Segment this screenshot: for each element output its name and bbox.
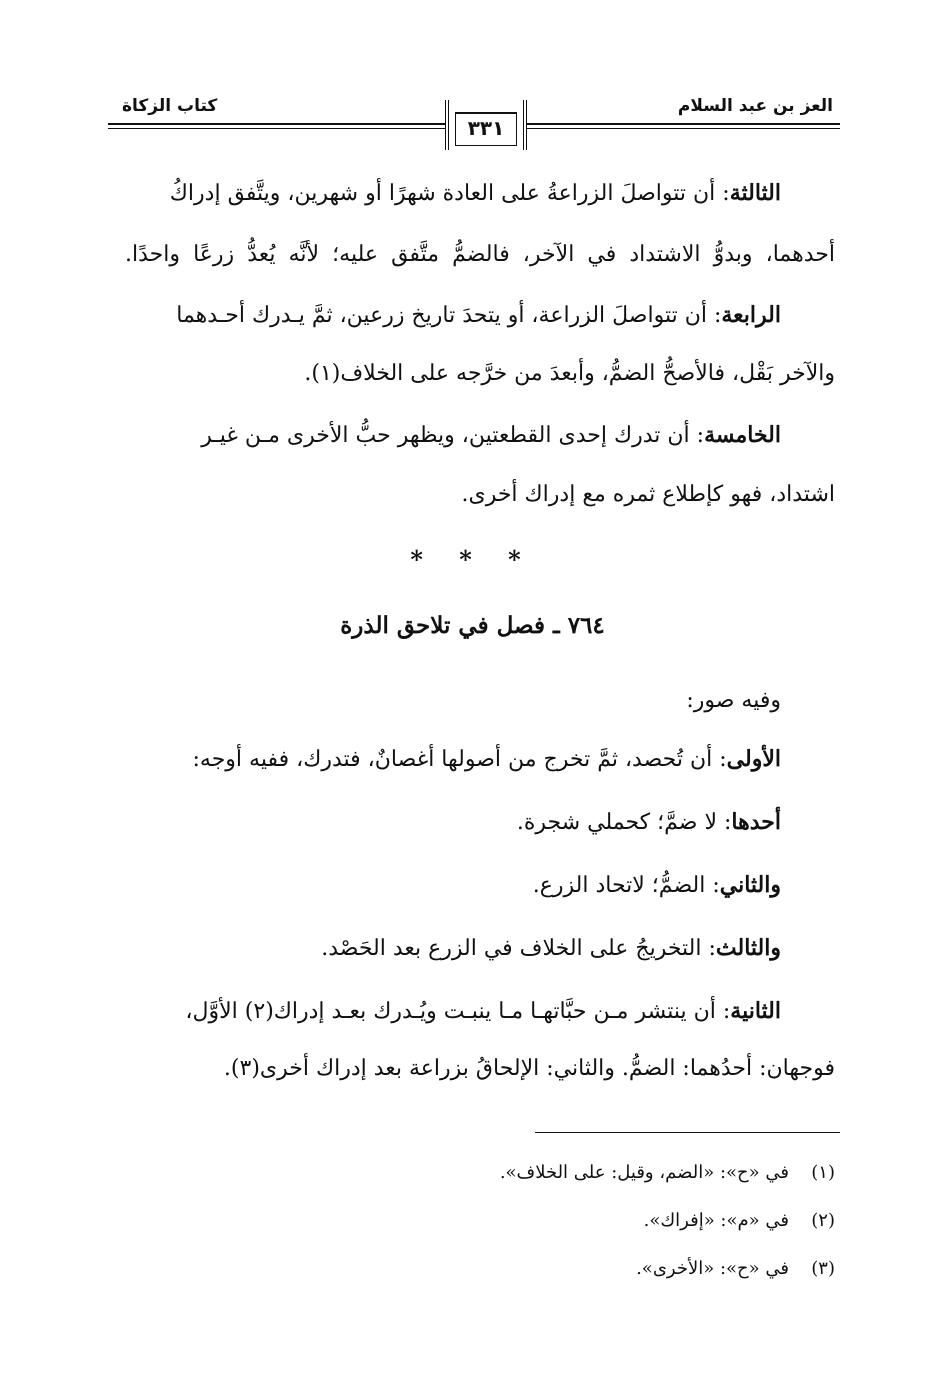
paragraph-line — [686, 686, 781, 716]
section-title: ٧٦٤ ـ فصل في تلاحق الذرة — [340, 612, 605, 639]
header-rule-right — [527, 123, 840, 129]
footnote-rule — [535, 1132, 840, 1133]
line-text: : أن ينتشر مـن حبَّاتهـا مـا ينبـت ويُـدرك بعـد إدراك(٢) الأوَّل، — [185, 999, 731, 1024]
paragraph-line — [193, 744, 782, 775]
footnote — [636, 1256, 835, 1282]
line-text: والآخر بَقْل، فالأصحُّ الضمُّ، وأبعدَ من خرَّجه على الخلاف(١). — [304, 361, 835, 386]
footnote-text: في «م»: «إفراك». — [643, 1210, 789, 1231]
term-label: الثانية — [730, 998, 781, 1024]
paragraph-line — [125, 359, 835, 389]
term-label: الرابعة — [721, 302, 781, 328]
line-text: أحدهما، وبدوُّ الاشتداد في الآخر، فالضمُّ متَّفق عليه؛ لأنَّه يُعدُّ زرعًا واحدًا. — [125, 242, 835, 267]
paragraph-line — [517, 807, 781, 838]
paragraph-line — [125, 1054, 835, 1084]
line-text: : التخريجُ على الخلاف في الزرع بعد الحَصْد. — [321, 936, 716, 961]
footnote-text: في «ح»: «الأخرى». — [636, 1258, 789, 1279]
term-label: أحدها — [731, 809, 781, 835]
term-label: الثالثة — [729, 180, 781, 206]
page-number: ٣٣١ — [467, 116, 505, 140]
section-separator: * * * — [410, 545, 535, 574]
line-text: اشتداد، فهو كإطلاع ثمره مع إدراك أخرى. — [461, 482, 835, 507]
footnote-number: (٢) — [811, 1210, 835, 1231]
header-author: العز بن عبد السلام — [677, 96, 833, 116]
paragraph-line — [321, 933, 781, 964]
line-text: : أن تتواصلَ الزراعة، أو يتحدَ تاريخ زرعين، ثمَّ يـدرك أحـدهما — [176, 303, 722, 328]
paragraph-line — [125, 480, 835, 510]
paragraph-line — [170, 178, 781, 209]
line-text: : أن تتواصلَ الزراعةُ على العادة شهرًا أو شهرين، ويتَّفق إدراكُ — [169, 181, 730, 206]
term-label: الخامسة — [704, 422, 781, 448]
line-text: فوجهان: أحدُهما: الضمُّ. والثاني: الإلحاقُ بزراعة بعد إدراك أخرى(٣). — [223, 1056, 835, 1081]
term-label: الأولى — [726, 746, 781, 772]
line-text: : لا ضمَّ؛ كحملي شجرة. — [516, 810, 732, 835]
paragraph-line — [176, 300, 781, 331]
paragraph-line — [533, 870, 781, 901]
page-number-frame — [445, 100, 527, 150]
footnote — [500, 1160, 835, 1186]
header-rule-left — [108, 123, 445, 129]
footnote-number: (١) — [811, 1162, 835, 1183]
term-label: والثاني — [719, 872, 781, 898]
header-book-title: كتاب الزكاة — [122, 96, 218, 116]
paragraph-line — [185, 996, 781, 1027]
footnote-text: في «ح»: «الضم، وقيل: على الخلاف». — [499, 1162, 789, 1183]
footnote — [644, 1208, 835, 1234]
term-label: والثالث — [715, 935, 781, 961]
footnote-number: (٣) — [811, 1258, 835, 1279]
line-text: : أن تُحصد، ثمَّ تخرج من أصولها أغصانٌ، فتدرك، ففيه أوجه: — [192, 747, 727, 772]
line-text: : الضمُّ؛ لاتحاد الزرع. — [532, 873, 720, 898]
paragraph-line — [125, 240, 835, 270]
paragraph-line — [201, 420, 781, 451]
line-text: وفيه صور: — [686, 688, 781, 713]
line-text: : أن تدرك إحدى القطعتين، ويظهر حبُّ الأخرى مـن غيـر — [201, 423, 705, 448]
